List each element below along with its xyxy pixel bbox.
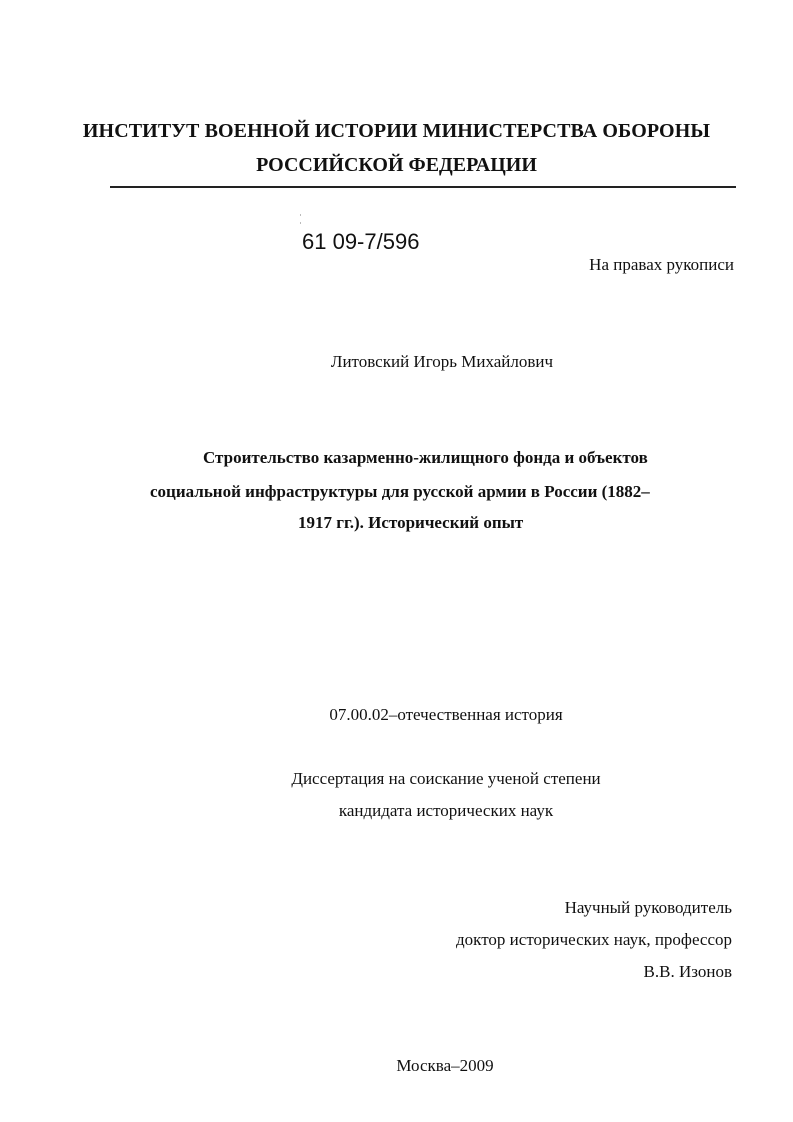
scan-speck bbox=[300, 222, 301, 224]
scan-speck bbox=[300, 214, 301, 216]
dissertation-title-line2: социальной инфраструктуры для русской армии в России (1882– bbox=[150, 482, 650, 501]
city-year: Москва–2009 bbox=[396, 1056, 494, 1075]
supervisor-label: Научный руководитель bbox=[564, 898, 732, 917]
specialty-code: 07.00.02–отечественная история bbox=[329, 705, 563, 724]
supervisor-name: В.В. Изонов bbox=[643, 962, 732, 981]
header-divider bbox=[110, 186, 736, 188]
catalog-number-stamp: 61 09-7/596 bbox=[302, 229, 420, 254]
degree-statement-line2: кандидата исторических наук bbox=[338, 801, 554, 820]
supervisor-degree: доктор исторических наук, профессор bbox=[456, 930, 732, 949]
degree-statement-line1: Диссертация на соискание ученой степени bbox=[291, 769, 601, 788]
institute-name-line2: РОССИЙСКОЙ ФЕДЕРАЦИИ bbox=[256, 154, 537, 176]
manuscript-rights-note: На правах рукописи bbox=[589, 255, 734, 274]
dissertation-title-line1: Строительство казарменно-жилищного фонда и объектов bbox=[203, 448, 648, 467]
author-name: Литовский Игорь Михайлович bbox=[330, 352, 554, 371]
institute-name-line1: ИНСТИТУТ ВОЕННОЙ ИСТОРИИ МИНИСТЕРСТВА ОБОРОНЫ bbox=[82, 120, 711, 142]
dissertation-title-line3: 1917 гг.). Исторический опыт bbox=[298, 513, 524, 532]
